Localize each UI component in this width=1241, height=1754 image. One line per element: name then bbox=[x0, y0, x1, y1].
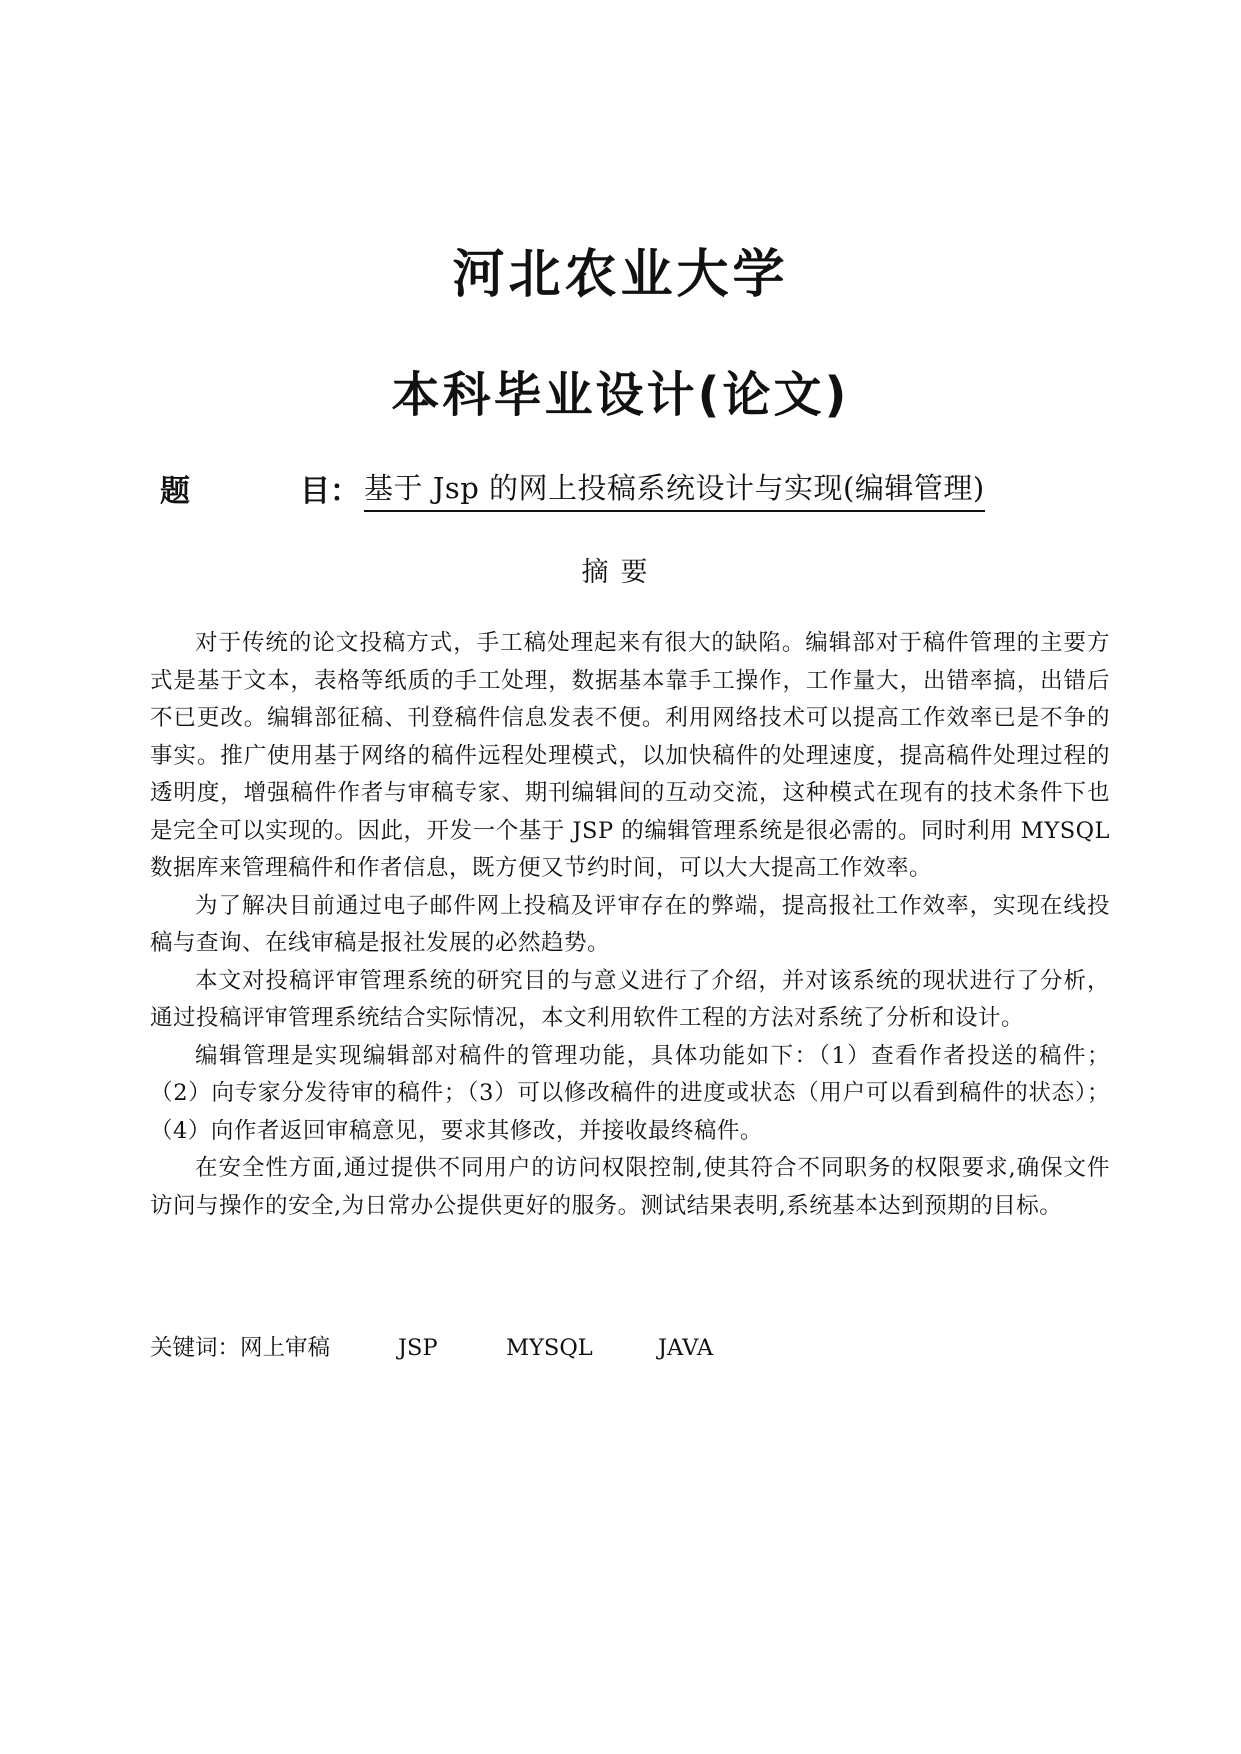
keyword: JAVA bbox=[658, 1335, 714, 1361]
keyword: JSP bbox=[398, 1335, 438, 1361]
abstract-paragraph: 在安全性方面,通过提供不同用户的访问权限控制,使其符合不同职务的权限要求,确保文件访问与操作的安全,为日常办公提供更好的服务。测试结果表明,系统基本达到预期的目标。 bbox=[150, 1155, 1110, 1219]
title-label-char: 题 bbox=[160, 474, 190, 509]
abstract-paragraph: 为了解决目前通过电子邮件网上投稿及评审存在的弊端，提高报社工作效率，实现在线投稿与查询、在线审稿是报社发展的必然趋势。 bbox=[150, 892, 1110, 956]
abstract-paragraph: 本文对投稿评审管理系统的研究目的与意义进行了介绍，并对该系统的现状进行了分析，通过投稿评审管理系统结合实际情况，本文利用软件工程的方法对系统了分析和设计。 bbox=[150, 967, 1110, 1031]
title-label-char: 目 bbox=[300, 474, 330, 509]
keywords-line bbox=[150, 1330, 713, 1366]
keyword: 网上审稿 bbox=[240, 1335, 331, 1361]
thesis-title: 基于 Jsp 的网上投稿系统设计与实现(编辑管理) bbox=[364, 468, 985, 512]
thesis-title-row bbox=[160, 468, 985, 512]
abstract-paragraph: 编辑管理是实现编辑部对稿件的管理功能，具体功能如下：（1）查看作者投送的稿件；（2）向专家分发待审的稿件；（3）可以修改稿件的进度或状态（用户可以看到稿件的状态）；（4）向作者返回审稿意见，要求其修改，并接收最终稿件。 bbox=[150, 1042, 1110, 1144]
abstract-paragraph: 对于传统的论文投稿方式，手工稿处理起来有很大的缺陷。编辑部对于稿件管理的主要方式是基于文本，表格等纸质的手工处理，数据基本靠手工操作，工作量大，出错率搞，出错后不已更改。编辑部征稿、刊登稿件信息发表不便。利用网络技术可以提高工作效率已是不争的事实。推广使用基于网络的稿件远程处理模式，以加快稿件的处理速度，提高稿件处理过程的透明度，增强稿件作者与审稿专家、期刊编辑间的互动交流，这种模式在现有的技术条件下也是完全可以实现的。因此，开发一个基于 JSP 的编辑管理系统是很必需的。同时利用 MYSQL 数据库来管理稿件和作者信息，既方便又节约时间，可以大大提高工作效率。 bbox=[150, 630, 1110, 881]
keyword: MYSQL bbox=[506, 1335, 593, 1361]
title-label bbox=[160, 472, 330, 512]
thesis-type-heading: 本科毕业设计(论文) bbox=[391, 367, 850, 423]
abstract-heading: 摘要 bbox=[581, 557, 660, 588]
keywords-label: 关键词： bbox=[150, 1335, 241, 1361]
title-colon: ： bbox=[330, 474, 360, 509]
university-name: 河北农业大学 bbox=[452, 245, 789, 305]
abstract-body bbox=[150, 625, 1110, 1225]
